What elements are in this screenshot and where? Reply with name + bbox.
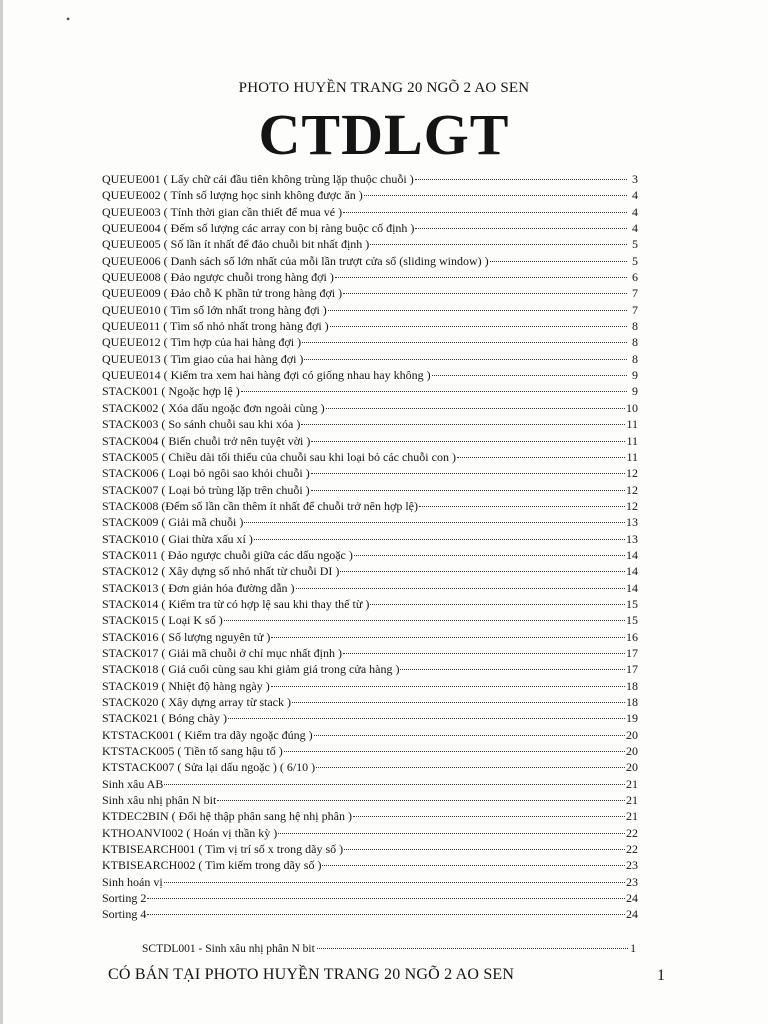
toc-entry-label: QUEUE005 ( Số lần ít nhất để đảo chuỗi bit nhất định ) xyxy=(102,237,370,252)
toc-entry xyxy=(102,874,638,890)
toc-entry xyxy=(102,580,638,596)
toc-entry-label: Sinh xâu nhị phân N bit xyxy=(102,793,217,808)
toc-entry-page: 15 xyxy=(626,613,638,628)
toc-entry-label: QUEUE001 ( Lấy chữ cái đầu tiên không trùng lặp thuộc chuỗi ) xyxy=(102,172,414,186)
dot-leader xyxy=(340,570,625,572)
dot-leader xyxy=(147,897,625,899)
dot-leader xyxy=(314,734,625,736)
toc-entry xyxy=(102,367,638,383)
dot-leader xyxy=(228,717,625,719)
dot-leader xyxy=(302,341,627,343)
toc-entry xyxy=(102,678,638,694)
toc-entry-page: 17 xyxy=(626,662,638,677)
toc-entry xyxy=(102,596,638,612)
page-number: 1 xyxy=(657,967,665,984)
toc-entry xyxy=(102,727,638,743)
toc-entry-label: STACK004 ( Biến chuỗi trở nên tuyệt vời ) xyxy=(102,433,311,448)
toc-entry-page: 11 xyxy=(626,433,638,448)
toc-entry-label: KTBISEARCH001 ( Tìm vị trí số x trong dãy số ) xyxy=(102,842,344,857)
toc-entry xyxy=(102,808,638,824)
toc-entry xyxy=(102,857,638,873)
toc-entry xyxy=(102,792,638,808)
dot-leader xyxy=(311,472,625,474)
toc-entry-label: KTSTACK005 ( Tiền tố sang hậu tố ) xyxy=(102,744,283,759)
dot-leader xyxy=(271,685,625,687)
toc-entry xyxy=(102,514,638,530)
toc-entry xyxy=(102,563,638,579)
toc-entry-label: STACK016 ( Số lượng nguyên tử ) xyxy=(102,629,271,644)
dot-leader xyxy=(415,227,627,229)
toc-entry-page: 18 xyxy=(626,695,638,709)
toc-entry-page: 9 xyxy=(632,384,638,399)
dot-leader xyxy=(415,178,627,180)
dot-leader xyxy=(311,489,625,491)
toc-entry xyxy=(102,220,638,236)
toc-entry xyxy=(102,302,638,318)
toc-entry-page: 8 xyxy=(632,351,638,366)
toc-entry xyxy=(102,433,638,449)
toc-entry-label: STACK021 ( Bóng chày ) xyxy=(102,711,228,726)
dot-leader xyxy=(164,783,625,785)
toc-entry-label: QUEUE003 ( Tính thời gian cần thiết để mua vé ) xyxy=(102,204,343,219)
toc-entry-label: QUEUE006 ( Danh sách số lớn nhất của mỗi lần trượt cửa sổ (sliding window) ) xyxy=(102,253,489,268)
table-of-contents xyxy=(102,171,638,923)
toc-entry xyxy=(102,612,638,628)
page-footer: CÓ BÁN TẠI PHOTO HUYỀN TRANG 20 NGÕ 2 AO SEN xyxy=(108,966,515,983)
toc-entry-page: 12 xyxy=(626,466,638,481)
toc-entry-label: STACK018 ( Giá cuối cùng sau khi giảm giá trong cửa hàng ) xyxy=(102,662,400,677)
toc-entry-page: 8 xyxy=(632,335,638,350)
toc-entry-label: STACK008 (Đếm số lần cần thêm ít nhất để chuỗi trở nên hợp lệ) xyxy=(102,498,418,513)
dot-leader xyxy=(296,587,625,589)
toc-entry-page: 20 xyxy=(626,727,638,742)
toc-entry-page: 17 xyxy=(626,645,638,660)
toc-entry-label: QUEUE010 ( Tìm số lớn nhất trong hàng đợi ) xyxy=(102,302,327,317)
toc-entry-label: KTSTACK007 ( Sửa lại dấu ngoặc ) ( 6/10 ) xyxy=(102,760,316,775)
toc-entry xyxy=(102,661,638,677)
toc-entry-label: QUEUE009 ( Đảo chỗ K phần tử trong hàng đợi ) xyxy=(102,286,343,301)
toc-entry xyxy=(102,285,638,301)
toc-entry-label: Sinh hoán vị xyxy=(102,874,163,889)
toc-entry xyxy=(102,825,638,841)
dot-leader xyxy=(432,374,627,376)
dot-leader xyxy=(419,505,625,507)
extra-entry-label: SCTDL001 - Sinh xâu nhị phân N bit xyxy=(142,943,315,955)
toc-entry-page: 4 xyxy=(632,221,638,236)
toc-entry-page: 11 xyxy=(626,417,638,432)
toc-entry-page: 3 xyxy=(632,172,638,186)
dot-leader xyxy=(322,864,625,866)
toc-entry xyxy=(102,531,638,547)
toc-entry-label: STACK009 ( Giải mã chuỗi ) xyxy=(102,515,244,530)
toc-entry-label: STACK003 ( So sánh chuỗi sau khi xóa ) xyxy=(102,417,301,432)
toc-entry-page: 13 xyxy=(626,531,638,546)
toc-entry-page: 9 xyxy=(632,368,638,383)
toc-entry xyxy=(102,694,638,710)
toc-entry-page: 5 xyxy=(632,253,638,268)
toc-entry xyxy=(102,465,638,481)
toc-entry xyxy=(102,400,638,416)
toc-entry-page: 24 xyxy=(626,891,638,906)
toc-entry-page: 14 xyxy=(626,580,638,595)
toc-entry xyxy=(102,498,638,514)
dot-leader xyxy=(328,309,627,311)
dot-leader xyxy=(292,701,625,703)
toc-entry xyxy=(102,383,638,399)
toc-entry-label: QUEUE002 ( Tính số lượng học sinh không được ăn ) xyxy=(102,188,363,203)
dot-leader xyxy=(343,652,625,654)
dot-leader xyxy=(304,358,627,360)
toc-entry-label: Sorting 2 xyxy=(102,891,147,906)
toc-entry-page: 4 xyxy=(632,188,638,203)
toc-entry xyxy=(102,416,638,432)
toc-entry xyxy=(102,269,638,285)
dot-leader xyxy=(335,276,627,278)
toc-entry-page: 23 xyxy=(626,858,638,873)
extra-toc-entry xyxy=(142,943,636,955)
toc-entry xyxy=(102,187,638,203)
dot-leader xyxy=(147,913,625,915)
dot-leader xyxy=(244,521,625,523)
dot-leader xyxy=(317,947,628,949)
dot-leader xyxy=(370,603,625,605)
dot-leader xyxy=(284,750,625,752)
toc-entry xyxy=(102,841,638,857)
toc-entry-label: STACK007 ( Loại bỏ trùng lặp trên chuỗi ) xyxy=(102,482,310,497)
page-header: PHOTO HUYỀN TRANG 20 NGÕ 2 AO SEN xyxy=(238,80,530,96)
toc-entry-page: 22 xyxy=(626,825,638,840)
dot-leader xyxy=(343,211,627,213)
toc-entry-page: 14 xyxy=(626,564,638,579)
toc-entry-page: 4 xyxy=(632,204,638,219)
dot-leader xyxy=(457,456,625,458)
toc-entry xyxy=(102,645,638,661)
dot-leader xyxy=(343,292,627,294)
toc-entry-label: Sorting 4 xyxy=(102,907,147,922)
dot-leader xyxy=(164,881,625,883)
toc-entry-label: STACK017 ( Giải mã chuỗi ở chỉ mục nhất định ) xyxy=(102,645,343,660)
toc-entry-label: STACK020 ( Xây dựng array từ stack ) xyxy=(102,695,292,709)
dot-leader xyxy=(490,260,627,262)
dot-leader xyxy=(241,390,627,392)
toc-entry-page: 23 xyxy=(626,874,638,889)
toc-entry xyxy=(102,743,638,759)
dot-leader xyxy=(278,832,625,834)
toc-entry xyxy=(102,547,638,563)
dot-leader xyxy=(301,423,625,425)
toc-entry xyxy=(102,318,638,334)
toc-entry-label: Sinh xâu AB xyxy=(102,776,164,791)
dot-leader xyxy=(353,815,625,817)
toc-entry-label: STACK015 ( Loại K số ) xyxy=(102,613,223,628)
toc-entry-label: STACK012 ( Xây dựng số nhỏ nhất từ chuỗi DI ) xyxy=(102,564,340,579)
dot-leader xyxy=(316,766,625,768)
dot-leader xyxy=(311,440,625,442)
toc-entry xyxy=(102,351,638,367)
toc-entry-page: 5 xyxy=(632,237,638,252)
toc-entry-label: KTBISEARCH002 ( Tìm kiếm trong dãy số ) xyxy=(102,858,322,873)
toc-entry-page: 20 xyxy=(626,744,638,759)
toc-entry-label: STACK002 ( Xóa dấu ngoặc đơn ngoài cùng ) xyxy=(102,400,325,415)
dot-leader xyxy=(354,554,625,556)
toc-entry-page: 22 xyxy=(626,842,638,857)
toc-entry-page: 19 xyxy=(626,711,638,726)
toc-entry-page: 6 xyxy=(632,270,638,285)
dot-leader xyxy=(370,243,627,245)
toc-entry-label: QUEUE012 ( Tìm hợp của hai hàng đợi ) xyxy=(102,335,302,350)
toc-entry-label: QUEUE013 ( Tìm giao của hai hàng đợi ) xyxy=(102,351,304,366)
toc-entry xyxy=(102,334,638,350)
toc-entry xyxy=(102,890,638,906)
toc-entry-label: STACK019 ( Nhiệt độ hàng ngày ) xyxy=(102,678,270,693)
toc-entry-label: STACK011 ( Đảo ngược chuỗi giữa các dấu ngoặc ) xyxy=(102,547,353,562)
toc-entry xyxy=(102,253,638,269)
toc-entry xyxy=(102,171,638,187)
dot-leader xyxy=(344,848,625,850)
dot-leader xyxy=(330,325,627,327)
dot-leader xyxy=(224,619,625,621)
dot-leader xyxy=(400,668,625,670)
toc-entry-label: QUEUE011 ( Tìm số nhỏ nhất trong hàng đợi ) xyxy=(102,319,329,334)
toc-entry-page: 21 xyxy=(626,793,638,808)
toc-entry-page: 15 xyxy=(626,596,638,611)
toc-entry-page: 12 xyxy=(626,498,638,513)
toc-entry-label: KTSTACK001 ( Kiểm tra dãy ngoặc đúng ) xyxy=(102,727,313,742)
toc-entry xyxy=(102,204,638,220)
dot-leader xyxy=(271,636,625,638)
toc-entry xyxy=(102,236,638,252)
toc-entry-label: STACK014 ( Kiểm tra từ có hợp lệ sau khi thay thế từ ) xyxy=(102,596,370,611)
toc-entry-label: STACK001 ( Ngoặc hợp lệ ) xyxy=(102,384,240,399)
toc-entry-page: 13 xyxy=(626,515,638,530)
toc-entry-page: 7 xyxy=(632,286,638,301)
toc-entry-page: 21 xyxy=(626,809,638,824)
toc-entry-page: 21 xyxy=(626,776,638,791)
dot-leader xyxy=(217,799,625,801)
toc-entry-label: QUEUE014 ( Kiểm tra xem hai hàng đợi có giống nhau hay không ) xyxy=(102,368,431,383)
toc-entry-page: 11 xyxy=(626,449,638,464)
toc-entry-label: KTHOANVI002 ( Hoán vị thần kỳ ) xyxy=(102,825,278,840)
toc-entry xyxy=(102,482,638,498)
toc-entry-page: 24 xyxy=(626,907,638,922)
toc-entry xyxy=(102,710,638,726)
toc-entry-page: 16 xyxy=(626,629,638,644)
toc-entry-page: 18 xyxy=(626,678,638,693)
toc-entry xyxy=(102,629,638,645)
dot-leader xyxy=(326,407,625,409)
toc-entry-label: STACK006 ( Loại bỏ ngôi sao khỏi chuỗi ) xyxy=(102,466,310,481)
dot-leader xyxy=(364,194,627,196)
toc-entry-label: STACK005 ( Chiều dài tối thiểu của chuỗi sau khi loại bỏ các chuỗi con ) xyxy=(102,449,456,464)
toc-entry-page: 20 xyxy=(626,760,638,775)
toc-entry xyxy=(102,449,638,465)
toc-entry xyxy=(102,759,638,775)
toc-entry xyxy=(102,776,638,792)
toc-entry-page: 10 xyxy=(626,400,638,415)
scan-speck: • xyxy=(66,12,71,26)
toc-entry-page: 7 xyxy=(632,302,638,317)
toc-entry-label: QUEUE004 ( Đếm số lượng các array con bị ràng buộc cố định ) xyxy=(102,221,415,236)
extra-entry-page: 1 xyxy=(630,943,636,955)
toc-entry xyxy=(102,906,638,922)
toc-entry-page: 14 xyxy=(626,547,638,562)
document-title: CTDLGT xyxy=(258,102,510,167)
toc-entry-page: 12 xyxy=(626,482,638,497)
toc-entry-page: 8 xyxy=(632,319,638,334)
toc-entry-label: STACK010 ( Giai thừa xấu xí ) xyxy=(102,531,253,546)
toc-entry-label: KTDEC2BIN ( Đổi hệ thập phân sang hệ nhị phân ) xyxy=(102,809,352,824)
dot-leader xyxy=(254,538,625,540)
toc-entry-label: STACK013 ( Đơn giản hóa đường dẫn ) xyxy=(102,580,295,595)
toc-entry-label: QUEUE008 ( Đảo ngược chuỗi trong hàng đợi ) xyxy=(102,270,334,285)
